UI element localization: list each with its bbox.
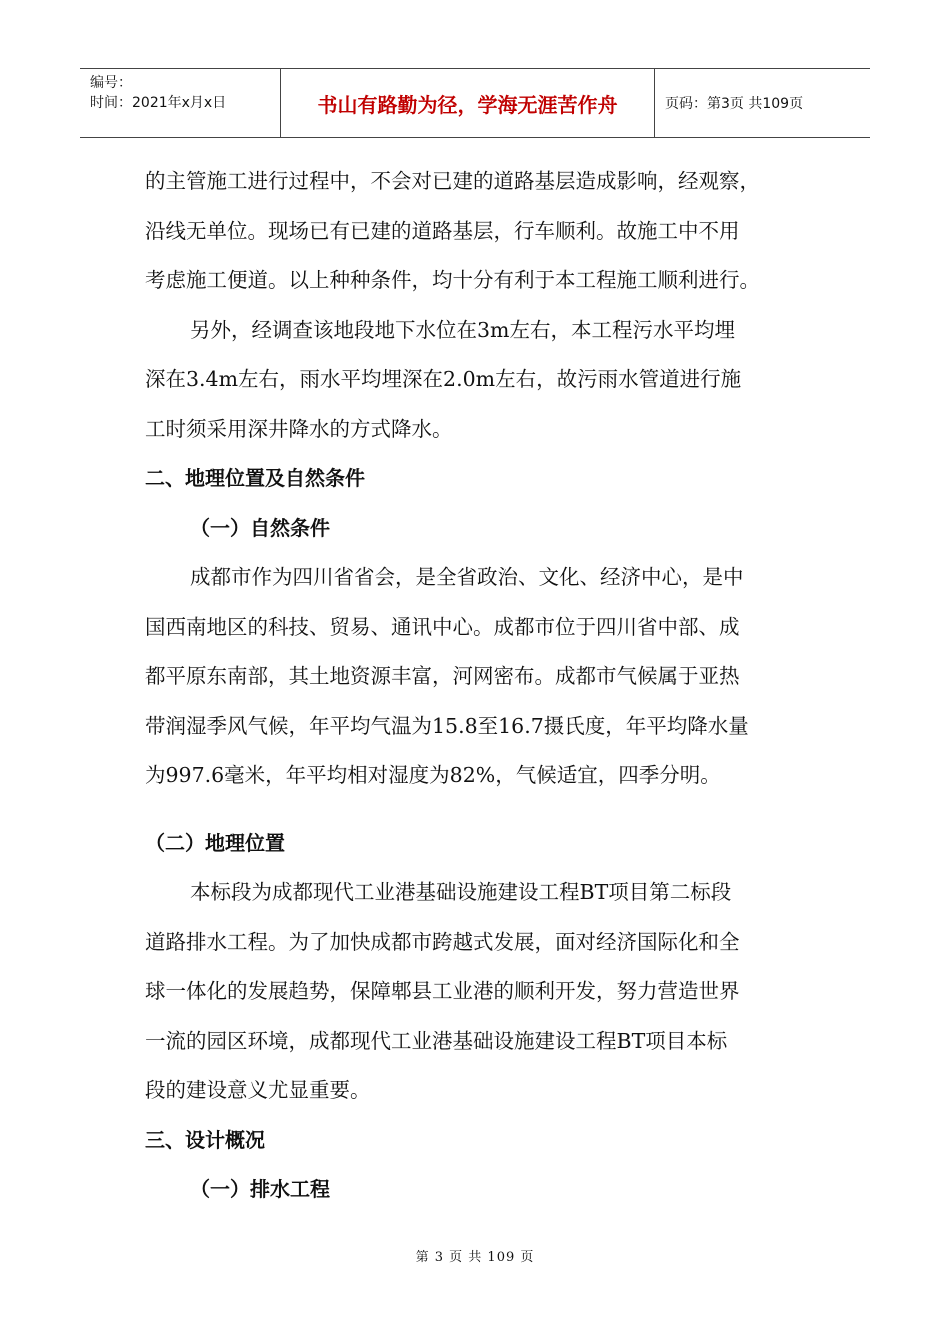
paragraph-line: 深在3.4m左右，雨水平均埋深在2.0m左右，故污雨水管道进行施 <box>145 367 742 391</box>
paragraph-line: 的主管施工进行过程中，不会对已建的道路基层造成影响，经观察， <box>145 169 760 193</box>
section-heading: 二、地理位置及自然条件 <box>145 466 365 490</box>
subsection-heading: （二）地理位置 <box>145 830 285 855</box>
page-header <box>80 68 870 138</box>
paragraph-line: 国西南地区的科技、贸易、通讯中心。成都市位于四川省中部、成 <box>145 614 740 639</box>
paragraph-line: 都平原东南部，其土地资源丰富，河网密布。成都市气候属于亚热 <box>145 664 740 688</box>
paragraph-line: 球一体化的发展趋势，保障郫县工业港的顺利开发，努力营造世界 <box>145 979 740 1003</box>
header-motto-cell <box>280 69 655 137</box>
paragraph-line: 为997.6毫米，年平均相对湿度为82%，气候适宜，四季分明。 <box>145 763 721 787</box>
paragraph-line: 考虑施工便道。以上种种条件，均十分有利于本工程施工顺利进行。 <box>145 268 760 292</box>
paragraph-line: 工时须采用深井降水的方式降水。 <box>145 416 453 441</box>
paragraph-line: 道路排水工程。为了加快成都市跨越式发展，面对经济国际化和全 <box>145 929 740 954</box>
header-motto: 书山有路勤为径，学海无涯苦作舟 <box>317 92 618 117</box>
subsection-heading: （一）自然条件 <box>190 515 330 540</box>
paragraph-line: 成都市作为四川省省会，是全省政治、文化、经济中心，是中 <box>190 565 744 589</box>
document-number-label: 编号： <box>90 75 132 91</box>
paragraph-line: 另外，经调查该地段地下水位在3m左右，本工程污水平均埋 <box>190 317 735 342</box>
document-body <box>145 157 810 1215</box>
page-footer: 第 3 页 共 109 页 <box>415 1250 535 1265</box>
paragraph-line: 本标段为成都现代工业港基础设施建设工程BT项目第二标段 <box>190 880 732 904</box>
paragraph-line: 沿线无单位。现场已有已建的道路基层，行车顺利。故施工中不用 <box>145 218 740 243</box>
paragraph-gap <box>145 801 810 819</box>
header-page-info: 页码：第3页 共109页 <box>665 96 804 112</box>
section-heading: 三、设计概况 <box>145 1127 265 1152</box>
paragraph-line: 段的建设意义尤显重要。 <box>145 1078 371 1102</box>
document-time-label: 时间：2021年x月x日 <box>90 95 227 111</box>
paragraph-line: 一流的园区环境，成都现代工业港基础设施建设工程BT项目本标 <box>145 1028 728 1053</box>
subsection-heading: （一）排水工程 <box>190 1177 330 1201</box>
header-meta <box>80 69 280 137</box>
paragraph-line: 带润湿季风气候，年平均气温为15.8至16.7摄氏度，年平均降水量 <box>145 713 749 738</box>
